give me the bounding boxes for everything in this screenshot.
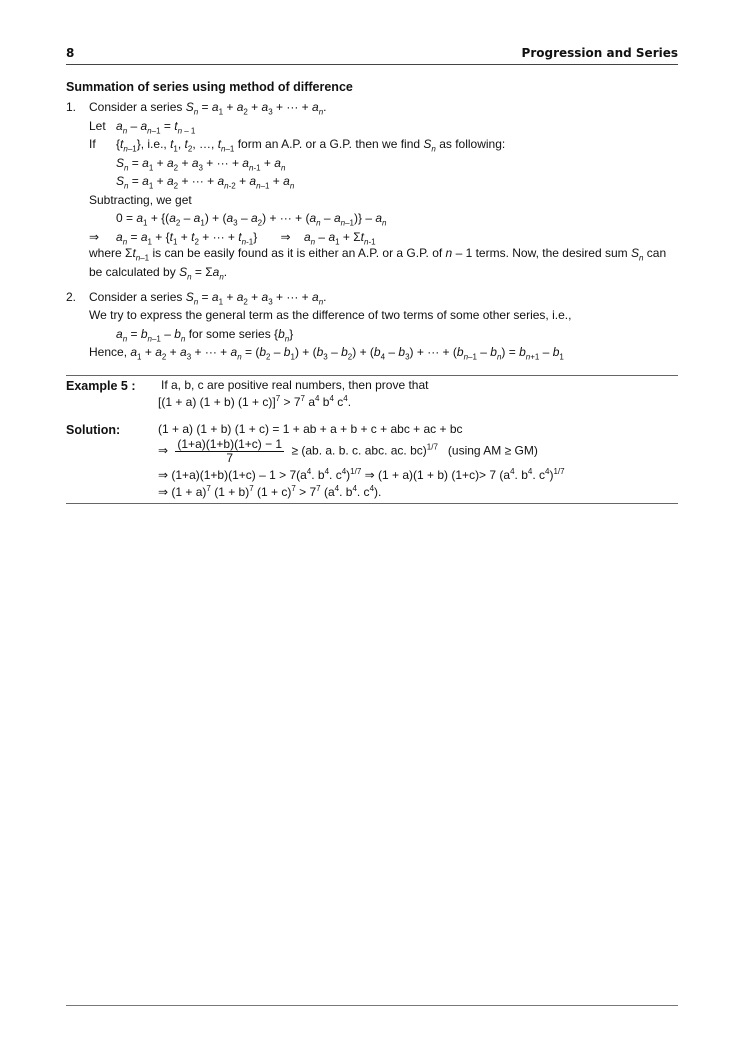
hence-equation: Hence, $a_1 + a_2 + a_3$ + ··· + $a_n = (b_2 - b_1) + (b_3 - b_2) + (b_4 - b_3)$ + ··· + $(b_{n-1} - b_n) = b_{n+1} - b_1$	[89, 345, 564, 362]
section-method-of-difference	[66, 80, 678, 362]
solution-line-3: ⇒ $(1+a)(1+b)(1+c) - 1 > 7(a^4$. $b^4$. $c^4)^{1/7}$ ⇒ (1 + a)(1 + b) (1+c)> 7 ($a^4$. $b^4$. $c^4)^{1/7}$	[158, 467, 565, 482]
solution-line-4: ⇒ $(1 + a)^7$ $(1 + b)^7$ $(1 + c)^7 > 7^7$ ($a^4$. $b^4$. $c^4$).	[158, 484, 382, 499]
example-label: Example 5 :	[66, 379, 136, 393]
solution-label: Solution:	[66, 423, 121, 437]
footer-rule	[66, 1005, 678, 1006]
equation-sn-2: $S_n = a_1 + a_2$ + ··· + $a_{n-2} + a_{n-1} + a_n$	[116, 174, 295, 191]
page-number: 8	[66, 46, 75, 60]
where-text: where $\Sigma t_{n-1}$ is can be easily found as it is either an A.P. or a G.P. of n – 1 terms. Now, the desired sum $S_n$ can be calculated by $S_n = \Sigma a_n$.	[89, 246, 667, 282]
example-statement	[66, 379, 678, 409]
let-statement: Let $a_n - a_{n-1} = t_n$ $_{- 1}$	[89, 118, 196, 135]
fraction: $\frac{(1+a)(1+b)(1+c) - 1}{7}$	[177, 437, 283, 465]
equation-sn-1: $S_n = a_1 + a_2 + a_3$ + ··· + $a_{n-1} + a_n$	[116, 155, 286, 172]
equation-an: ⇒ $a_n = a_1 + \{t_1 + t_2$ + ··· + $t_{n-1}$} ⇒ $a_n - a_1 + \Sigma t_{n-1}$	[89, 229, 376, 246]
statement-line-1: If a, b, c are positive real numbers, then prove that	[161, 378, 429, 392]
example-5-box	[66, 375, 678, 504]
page-header	[66, 46, 678, 65]
item-2-text: We try to express the general term as the difference of two terms of some other series, i.e.,	[89, 308, 572, 323]
subtracting-text: Subtracting, we get	[89, 192, 192, 207]
section-title: Summation of series using method of difference	[66, 80, 353, 94]
item-2-intro: 2. Consider a series $S_n = a_1 + a_2 + a_3$ + ··· + $a_n$.	[66, 289, 327, 307]
statement-line-2: [(1 + a) (1 + b) $(1 + c)]^7 > 7^7$ $a^4$ $b^4$ $c^4$.	[158, 394, 352, 409]
if-statement: If $\{t_{n-1}\}$, i.e., $t_1$, $t_2$, …, $t_{n-1}$ form an A.P. or a G.P. then we find $S_n$ as following:	[89, 137, 506, 154]
item-1-intro: 1. Consider a series $S_n = a_1 + a_2 + a_3$ + ··· + $a_n$.	[66, 100, 327, 117]
solution-line-1: (1 + a) (1 + b) (1 + c) = 1 + ab + a + b + c + abc + ac + bc	[158, 422, 463, 436]
chapter-title: Progression and Series	[521, 46, 678, 60]
equation-bn: $a_n = b_{n-1} - b_n$ for some series $\{b_n\}$	[116, 326, 294, 344]
solution	[66, 423, 678, 499]
solution-line-2: ⇒ $\frac{(1+a)(1+b)(1+c) - 1}{7}$ ≥ (ab. a. b. c. abc. ac. bc)$^{1/7}$ (using AM ≥ GM)	[158, 437, 538, 465]
equation-zero: $0 = a_1 + \{(a_2 - a_1) + (a_3 - a_2)$ + ··· + $(a_n - a_{n-1})\} - a_n$	[116, 211, 387, 228]
